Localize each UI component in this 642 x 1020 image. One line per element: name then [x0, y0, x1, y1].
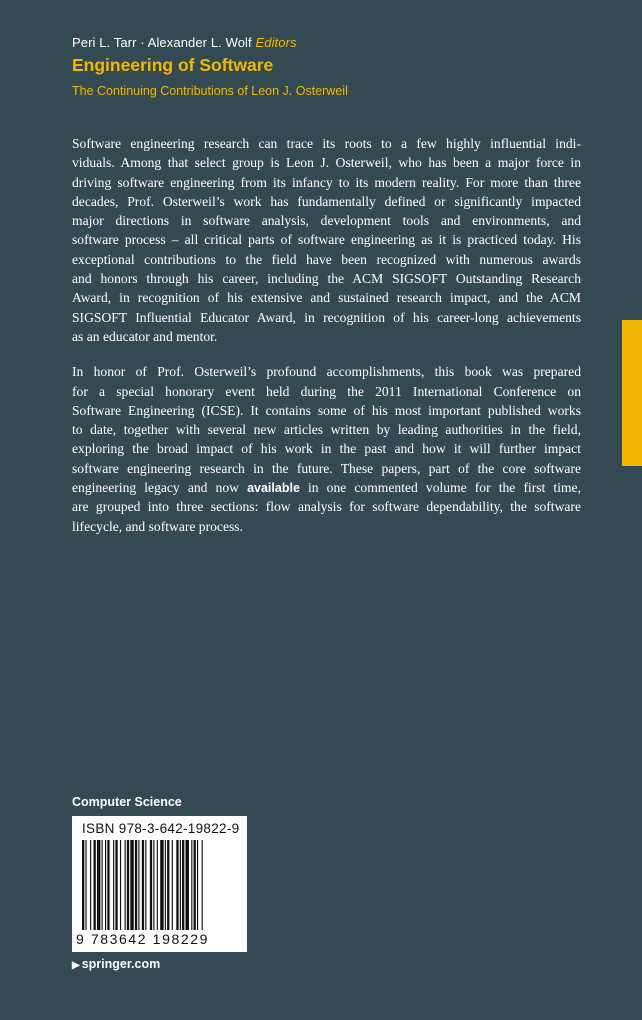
text-line: for a special honorary event held during the 2011 International Conference on [72, 383, 581, 399]
text-line: exploring the broad impact of his work in the past and how it will further impact [72, 441, 581, 457]
text-line: driving software engineering from its infancy to its modern reality. For more than three [72, 174, 581, 190]
website-text: springer.com [81, 957, 161, 971]
text-line: Software engineering research can trace its roots to a few highly influential indi- [72, 136, 581, 151]
editors-role: Editors [255, 35, 297, 50]
spine-accent-tab [622, 320, 642, 466]
description [72, 134, 581, 536]
text-line: are grouped into three sections: flow analysis for software dependability, the software [72, 499, 581, 515]
isbn-digits: 9 783642 198229 [76, 931, 209, 947]
text-line: major directions in software analysis, development tools and environments, and [72, 213, 581, 229]
isbn-barcode [72, 816, 247, 952]
text-line: software engineering research in the future. These papers, part of the core software [72, 460, 581, 476]
text-line: Award, in recognition of his extensive and sustained research impact, and the ACM [72, 290, 581, 306]
book-subtitle: The Continuing Contributions of Leon J. Osterweil [72, 84, 348, 98]
text-line: to date, together with several new articles written by leading authorities in the field, [72, 422, 581, 438]
text-line: decades, Prof. Osterweil’s work has fundamentally defined or significantly impacted [72, 193, 581, 209]
publisher-website[interactable] [72, 957, 160, 971]
text-line: viduals. Among that select group is Leon J. Osterweil, who has been a major force in [72, 155, 581, 171]
paragraph-2 [72, 362, 581, 536]
text-line: lifecycle, and software process. [72, 518, 243, 534]
editors-line [72, 35, 348, 50]
subject-category: Computer Science [72, 795, 182, 809]
paragraph-1 [72, 134, 581, 346]
isbn-label: ISBN 978-3-642-19822-9 [82, 821, 240, 836]
text-segment: in one commented volume for the first time, [299, 480, 581, 496]
emphasis-available: available [247, 481, 300, 496]
text-line: Software Engineering (ICSE). It contains some of his most important published works [72, 402, 581, 418]
book-title: Engineering of Software [72, 55, 274, 75]
text-segment: engineering legacy and now [72, 480, 248, 496]
text-line: as an educator and mentor. [72, 328, 218, 344]
editors-names: Peri L. Tarr · Alexander L. Wolf [72, 35, 252, 50]
text-line [72, 478, 581, 497]
triangle-arrow-icon: ▶ [72, 960, 80, 971]
text-line: exceptional contributions to the field have been recognized with numerous awards [72, 251, 581, 267]
text-line: software process – all critical parts of software engineering as it is practiced today. His [72, 232, 581, 248]
header [72, 35, 348, 98]
text-line: In honor of Prof. Osterweil’s profound accomplishments, this book was prepared [72, 364, 581, 380]
text-line: and honors through his career, including the ACM SIGSOFT Outstanding Research [72, 271, 581, 287]
text-line: SIGSOFT Influential Educator Award, in recognition of his career-long achievements [72, 309, 581, 325]
barcode-bars [82, 840, 237, 930]
